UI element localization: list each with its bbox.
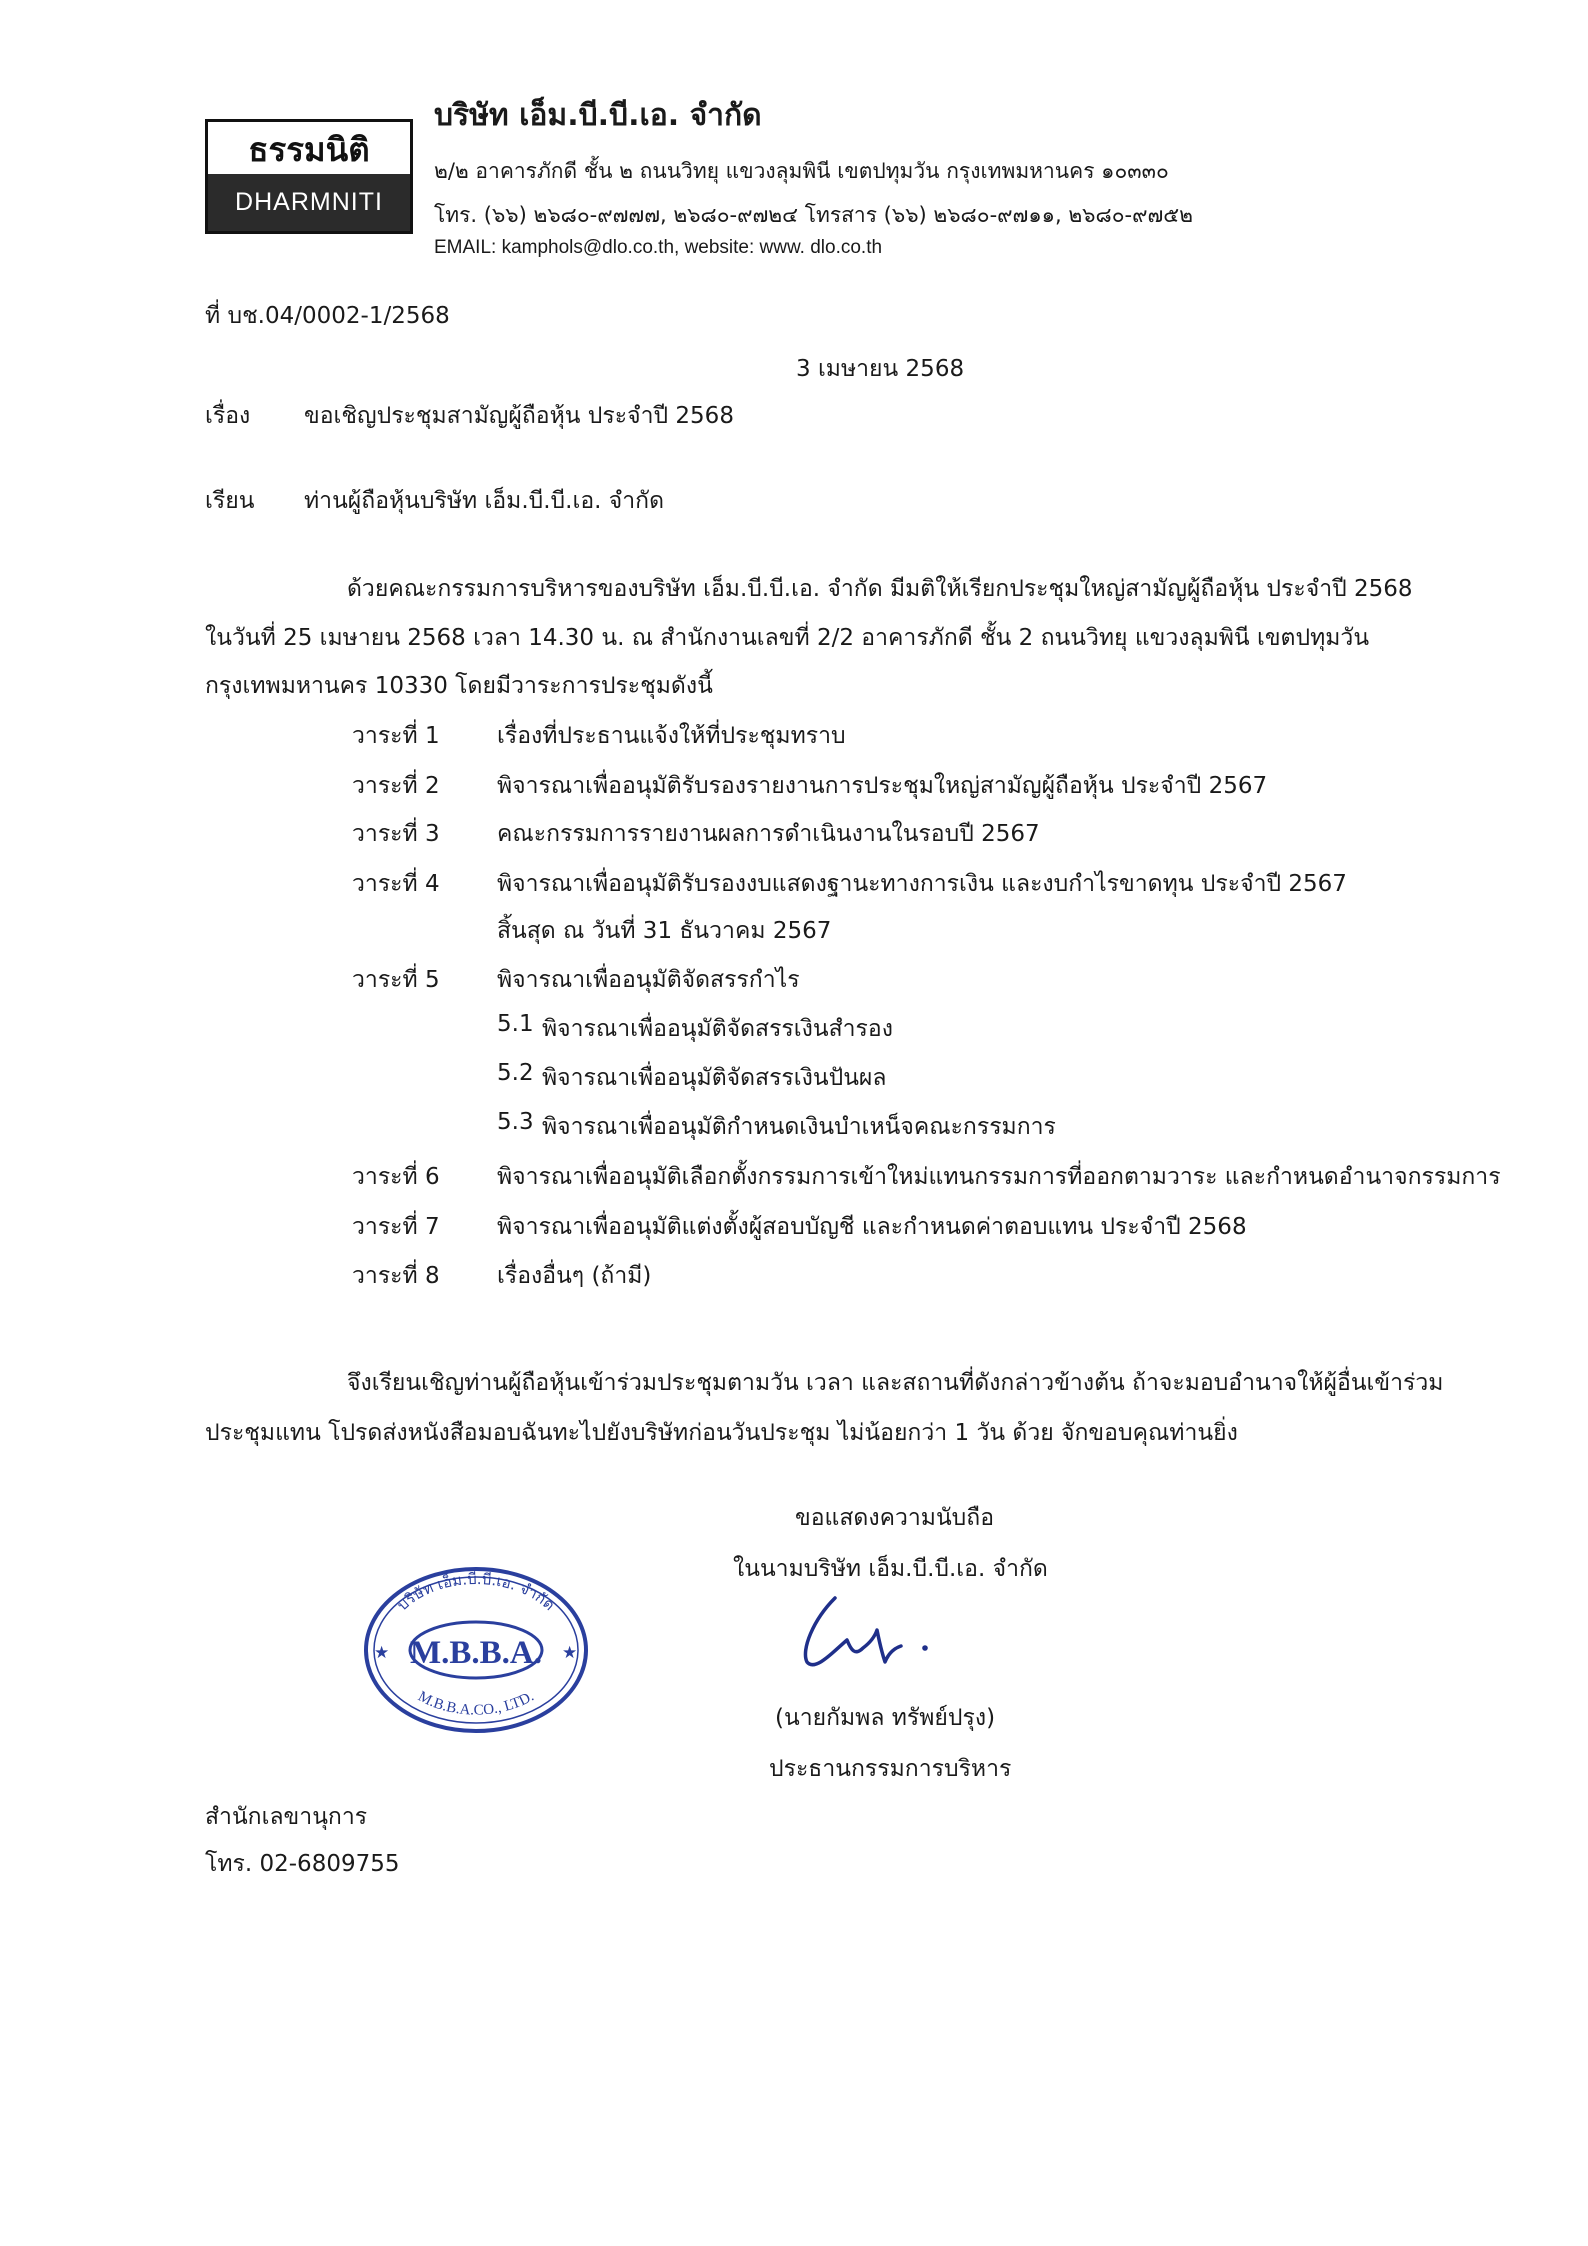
sub-item-text-5-2: พิจารณาเพื่ออนุมัติจัดสรรเงินปันผล bbox=[542, 1065, 887, 1091]
agenda-label-4: วาระที่ 4 bbox=[352, 871, 440, 897]
salutation-label: เรียน bbox=[205, 488, 255, 514]
agenda-label-6: วาระที่ 6 bbox=[352, 1164, 440, 1190]
company-name: บริษัท เอ็ม.บี.บี.เอ. จำกัด bbox=[434, 98, 762, 133]
agenda-text-2: พิจารณาเพื่ออนุมัติรับรองรายงานการประชุมใหญ่สามัญผู้ถือหุ้น ประจำปี 2567 bbox=[497, 773, 1268, 799]
closing-line-1: จึงเรียนเชิญท่านผู้ถือหุ้นเข้าร่วมประชุมตามวัน เวลา และสถานที่ดังกล่าวข้างต้น ถ้าจะมอบอำนาจให้ผู้อื่นเข้าร่วม bbox=[347, 1370, 1444, 1396]
stamp-bottom-text: M.B.B.A.CO., LTD. bbox=[415, 1688, 537, 1719]
agenda-text-3: คณะกรรมการรายงานผลการดำเนินงานในรอบปี 2567 bbox=[497, 821, 1040, 847]
agenda-label-7: วาระที่ 7 bbox=[352, 1214, 440, 1240]
logo-english-text: DHARMNITI bbox=[208, 174, 410, 231]
salutation-text: ท่านผู้ถือหุ้นบริษัท เอ็ม.บี.บี.เอ. จำกัด bbox=[304, 488, 665, 514]
handwritten-signature bbox=[795, 1590, 975, 1685]
company-stamp bbox=[360, 1562, 592, 1737]
intro-line-2: ในวันที่ 25 เมษายน 2568 เวลา 14.30 น. ณ สำนักงานเลขที่ 2/2 อาคารภักดี ชั้น 2 ถนนวิทยุ แขวงลุมพินี เขตปทุมวัน bbox=[205, 625, 1370, 651]
company-address: ๒/๒ อาคารภักดี ชั้น ๒ ถนนวิทยุ แขวงลุมพินี เขตปทุมวัน กรุงเทพมหานคร ๑๐๓๓๐ bbox=[434, 159, 1169, 183]
reference-number: ที่ บช.04/0002-1/2568 bbox=[205, 303, 450, 329]
agenda-text-8: เรื่องอื่นๆ (ถ้ามี) bbox=[497, 1263, 652, 1289]
subject-text: ขอเชิญประชุมสามัญผู้ถือหุ้น ประจำปี 2568 bbox=[304, 403, 734, 429]
sub-item-text-5-3: พิจารณาเพื่ออนุมัติกำหนดเงินบำเหน็จคณะกรรมการ bbox=[542, 1114, 1056, 1140]
logo-thai-text: ธรรมนิติ bbox=[248, 130, 370, 169]
agenda-label-2: วาระที่ 2 bbox=[352, 773, 440, 799]
company-email-website: EMAIL: kamphols@dlo.co.th, website: www. dlo.co.th bbox=[434, 237, 883, 258]
secretary-office: สำนักเลขานุการ bbox=[205, 1804, 368, 1830]
company-phone-fax: โทร. (๖๖) ๒๖๘๐-๙๗๗๗, ๒๖๘๐-๙๗๒๔ โทรสาร (๖๖) ๒๖๘๐-๙๗๑๑, ๒๖๘๐-๙๗๕๒ bbox=[434, 203, 1194, 227]
agenda-label-5: วาระที่ 5 bbox=[352, 967, 440, 993]
stamp-center-text: M.B.B.A. bbox=[410, 1635, 542, 1671]
on-behalf-text: ในนามบริษัท เอ็ม.บี.บี.เอ. จำกัด bbox=[733, 1556, 1048, 1582]
stamp-top-text: บริษัท เอ็ม.บี.บี.เอ. จำกัด bbox=[393, 1569, 559, 1615]
sub-item-number-5-3: 5.3 bbox=[497, 1109, 534, 1135]
letter-date: 3 เมษายน 2568 bbox=[796, 356, 965, 382]
sub-item-number-5-1: 5.1 bbox=[497, 1011, 534, 1037]
subject-label: เรื่อง bbox=[205, 403, 251, 429]
signatory-position: ประธานกรรมการบริหาร bbox=[769, 1756, 1012, 1782]
sub-item-number-5-2: 5.2 bbox=[497, 1060, 534, 1086]
intro-line-1: ด้วยคณะกรรมการบริหารของบริษัท เอ็ม.บี.บี.เอ. จำกัด มีมติให้เรียกประชุมใหญ่สามัญผู้ถือหุ้น ประจำปี 2568 bbox=[347, 576, 1413, 602]
agenda-label-1: วาระที่ 1 bbox=[352, 723, 440, 749]
signatory-name: (นายกัมพล ทรัพย์ปรุง) bbox=[775, 1705, 996, 1731]
regards-text: ขอแสดงความนับถือ bbox=[795, 1505, 995, 1531]
agenda-text-5: พิจารณาเพื่ออนุมัติจัดสรรกำไร bbox=[497, 967, 800, 993]
closing-line-2: ประชุมแทน โปรดส่งหนังสือมอบฉันทะไปยังบริษัทก่อนวันประชุม ไม่น้อยกว่า 1 วัน ด้วย จักขอบคุณท่านยิ่ง bbox=[205, 1420, 1238, 1446]
agenda-label-3: วาระที่ 3 bbox=[352, 821, 440, 847]
agenda-text-7: พิจารณาเพื่ออนุมัติแต่งตั้งผู้สอบบัญชี และกำหนดค่าตอบแทน ประจำปี 2568 bbox=[497, 1214, 1247, 1240]
intro-line-3: กรุงเทพมหานคร 10330 โดยมีวาระการประชุมดังนี้ bbox=[205, 673, 713, 699]
agenda-label-8: วาระที่ 8 bbox=[352, 1263, 440, 1289]
svg-text:★: ★ bbox=[374, 1643, 390, 1663]
secretary-phone: โทร. 02-6809755 bbox=[205, 1851, 400, 1877]
agenda-text-6: พิจารณาเพื่ออนุมัติเลือกตั้งกรรมการเข้าใหม่แทนกรรมการที่ออกตามวาระ และกำหนดอำนาจกรรมการ bbox=[497, 1164, 1501, 1190]
dharmniti-logo bbox=[205, 119, 413, 234]
agenda-text-4-continued: สิ้นสุด ณ วันที่ 31 ธันวาคม 2567 bbox=[497, 918, 832, 944]
sub-item-text-5-1: พิจารณาเพื่ออนุมัติจัดสรรเงินสำรอง bbox=[542, 1016, 893, 1042]
agenda-text-4: พิจารณาเพื่ออนุมัติรับรองงบแสดงฐานะทางการเงิน และงบกำไรขาดทุน ประจำปี 2567 bbox=[497, 871, 1347, 897]
svg-text:★: ★ bbox=[562, 1643, 578, 1663]
agenda-text-1: เรื่องที่ประธานแจ้งให้ที่ประชุมทราบ bbox=[497, 723, 846, 749]
